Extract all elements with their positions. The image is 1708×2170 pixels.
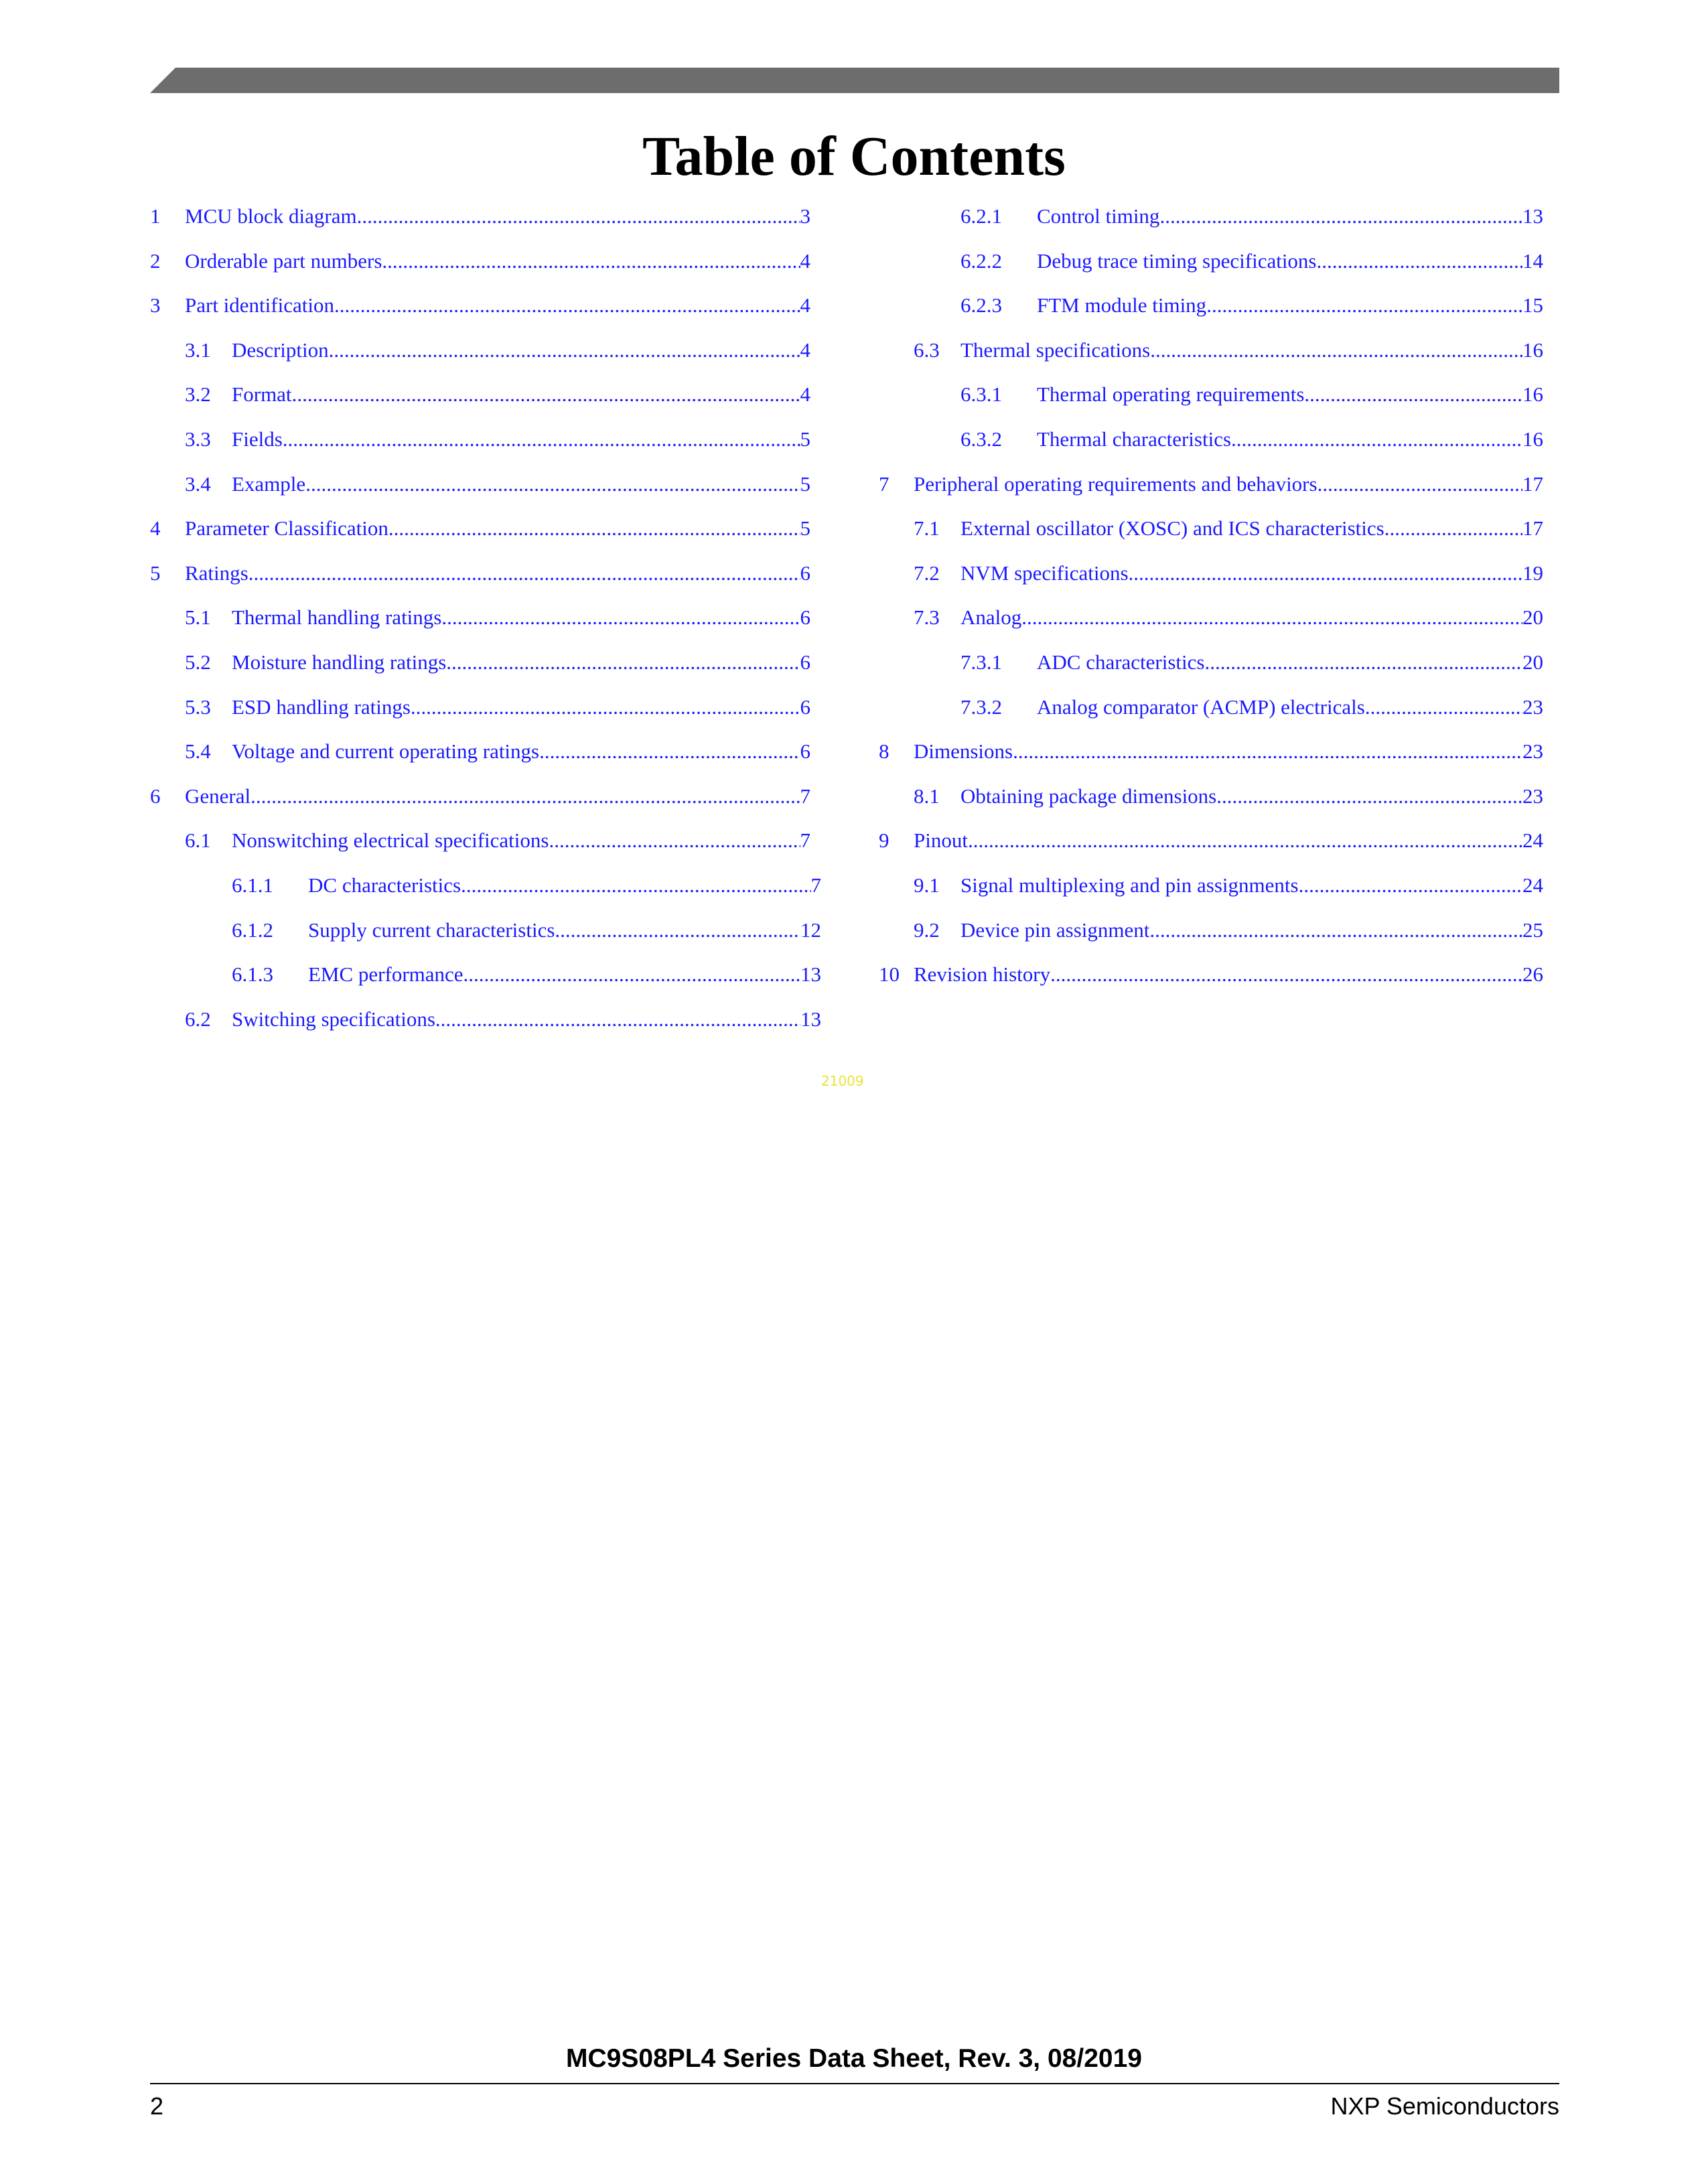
toc-entry-number: 9.2 [914,918,940,942]
toc-entry-number: 4 [150,516,161,540]
toc-entry-page: 19 [1522,561,1543,585]
toc-entry-label: ADC characteristics [1037,650,1205,674]
toc-entry-number: 3.1 [185,338,211,362]
toc-entry-label: Orderable part numbers [185,248,382,273]
toc-entry[interactable] [150,334,810,378]
toc-entry-page: 16 [1522,338,1543,362]
toc-entry-number: 6 [150,784,161,808]
toc-entry-page: 16 [1522,427,1543,451]
toc-entry-label: DC characteristics [308,873,461,897]
toc-entry-page: 20 [1522,605,1543,630]
toc-entry[interactable] [879,824,1543,869]
toc-entry-label: Switching specifications [232,1007,435,1031]
toc-entry-number: 6.1 [185,828,211,853]
toc-entry-number: 10 [879,962,900,987]
toc-entry-page: 23 [1522,784,1543,808]
toc-entry-number: 7.1 [914,516,940,540]
toc-entry[interactable] [150,869,821,914]
toc-entry-label: External oscillator (XOSC) and ICS characteristics [960,516,1384,540]
toc-entry[interactable] [879,646,1543,691]
toc-entry-number: 1 [150,204,161,228]
toc-entry-page: 23 [1522,739,1543,764]
toc-entry-label: Thermal operating requirements [1037,382,1305,407]
toc-entry-number: 6.3 [914,338,940,362]
toc-entry[interactable] [879,334,1543,378]
toc-entry[interactable] [150,557,810,601]
toc-entry-page: 15 [1522,293,1543,317]
toc-entry-page: 7 [810,873,821,897]
toc-entry-number: 7.3 [914,605,940,630]
toc-entry-page: 5 [800,472,810,496]
toc-entry-label: EMC performance [308,962,464,987]
toc-entry[interactable] [150,244,810,289]
toc-entry-label: Thermal handling ratings [232,605,442,630]
toc-entry[interactable] [150,512,810,557]
toc-entry-page: 6 [800,561,810,585]
footer-page-number: 2 [150,2092,164,2120]
toc-entry-page: 4 [800,338,810,362]
toc-entry-number: 8.1 [914,784,940,808]
toc-entry-label: Description [232,338,329,362]
toc-entry-label: Analog comparator (ACMP) electricals [1037,695,1365,719]
toc-entry-page: 7 [800,784,810,808]
toc-entry-page: 14 [1522,248,1543,273]
toc-entry[interactable] [150,1003,821,1047]
toc-right-column [879,200,1543,1003]
toc-entry-page: 24 [1522,873,1543,897]
toc-entry[interactable] [150,378,810,423]
toc-entry-page: 6 [800,605,810,630]
toc-entry-number: 7.2 [914,561,940,585]
toc-entry-label: Voltage and current operating ratings [232,739,540,764]
toc-entry[interactable] [150,914,821,958]
footer-company: NXP Semiconductors [1330,2092,1559,2120]
toc-entry-label: Supply current characteristics [308,918,555,942]
toc-entry-page: 23 [1522,695,1543,719]
toc-entry-page: 17 [1522,516,1543,540]
toc-entry-number: 6.1.3 [232,962,273,987]
toc-entry-label: ESD handling ratings [232,695,411,719]
toc-entry-label: Debug trace timing specifications [1037,248,1317,273]
toc-entry[interactable] [879,958,1543,1003]
toc-entry-number: 9 [879,828,889,853]
toc-entry-label: Revision history [914,962,1051,987]
toc-entry[interactable] [879,869,1543,914]
toc-entry-page: 7 [800,828,810,853]
toc-entry-label: Thermal specifications [960,338,1151,362]
toc-entry-page: 12 [800,918,821,942]
toc-entry-label: NVM specifications [960,561,1129,585]
toc-entry-label: Format [232,382,292,407]
toc-entry-number: 6.2.1 [960,204,1002,228]
toc-entry[interactable] [879,289,1543,334]
toc-entry[interactable] [150,735,810,780]
toc-entry[interactable] [150,691,810,735]
toc-entry-number: 6.2 [185,1007,211,1031]
toc-entry-number: 2 [150,248,161,273]
page-stamp: 21009 [821,1073,864,1089]
toc-entry-number: 6.3.1 [960,382,1002,407]
header-bar [150,68,1559,93]
toc-entry[interactable] [879,914,1543,958]
toc-entry-number: 6.2.2 [960,248,1002,273]
toc-entry-number: 7 [879,472,889,496]
toc-entry-page: 4 [800,248,810,273]
toc-entry-label: Part identification [185,293,334,317]
toc-entry[interactable] [150,646,810,691]
toc-entry-number: 5 [150,561,161,585]
toc-entry[interactable] [150,958,821,1003]
toc-entry[interactable] [150,780,810,824]
toc-entry-number: 5.4 [185,739,211,764]
toc-entry-page: 3 [800,204,810,228]
toc-entry-label: Obtaining package dimensions [960,784,1217,808]
toc-entry-label: Ratings [185,561,248,585]
toc-entry-label: FTM module timing [1037,293,1207,317]
toc-entry-number: 3.4 [185,472,211,496]
toc-entry[interactable] [879,601,1543,646]
toc-entry-page: 25 [1522,918,1543,942]
toc-entry[interactable] [150,289,810,334]
toc-entry[interactable] [879,467,1543,512]
toc-entry-page: 17 [1522,472,1543,496]
toc-entry-number: 6.1.2 [232,918,273,942]
toc-entry-label: Pinout [914,828,968,853]
toc-entry-page: 6 [800,650,810,674]
toc-entry-label: Thermal characteristics [1037,427,1232,451]
toc-left-column [150,200,821,1047]
toc-entry-label: Analog [960,605,1022,630]
toc-entry-number: 6.3.2 [960,427,1002,451]
toc-entry-number: 3 [150,293,161,317]
toc-entry-number: 7.3.1 [960,650,1002,674]
toc-entry[interactable] [150,601,810,646]
toc-entry-label: Parameter Classification [185,516,388,540]
toc-entry-number: 5.3 [185,695,211,719]
toc-entry-number: 6.1.1 [232,873,273,897]
toc-entry-label: Signal multiplexing and pin assignments [960,873,1299,897]
toc-entry-page: 20 [1522,650,1543,674]
toc-entry[interactable] [879,244,1543,289]
toc-entry-page: 4 [800,293,810,317]
toc-entry-page: 13 [1522,204,1543,228]
toc-entry[interactable] [150,423,810,467]
toc-entry-label: Dimensions [914,739,1013,764]
toc-entry-number: 5.1 [185,605,211,630]
toc-entry[interactable] [150,200,810,244]
toc-entry-label: Control timing [1037,204,1160,228]
toc-entry[interactable] [879,780,1543,824]
toc-entry-label: Fields [232,427,283,451]
toc-entry-number: 3.2 [185,382,211,407]
toc-entry[interactable] [879,691,1543,735]
toc-entry-number: 9.1 [914,873,940,897]
toc-entry-page: 26 [1522,962,1543,987]
toc-entry-label: Moisture handling ratings [232,650,447,674]
toc-entry-label: Device pin assignment [960,918,1150,942]
toc-entry-page: 4 [800,382,810,407]
toc-entry-label: General [185,784,251,808]
toc-entry[interactable] [879,557,1543,601]
toc-entry-label: Peripheral operating requirements and behaviors [914,472,1318,496]
page-title: Table of Contents [642,125,1066,188]
toc-entry-page: 13 [800,1007,821,1031]
toc-entry-number: 8 [879,739,889,764]
toc-entry-label: Nonswitching electrical specifications [232,828,549,853]
toc-entry-page: 6 [800,695,810,719]
toc-entry-number: 6.2.3 [960,293,1002,317]
toc-entry-page: 5 [800,516,810,540]
footer-divider [150,2083,1559,2084]
toc-entry[interactable] [879,512,1543,557]
toc-entry[interactable] [879,423,1543,467]
toc-entry-page: 24 [1522,828,1543,853]
toc-entry-page: 5 [800,427,810,451]
toc-entry-label: Example [232,472,306,496]
toc-entry-page: 6 [800,739,810,764]
toc-entry[interactable] [150,824,810,869]
toc-entry[interactable] [879,735,1543,780]
toc-entry-number: 5.2 [185,650,211,674]
toc-entry[interactable] [150,467,810,512]
toc-entry-label: MCU block diagram [185,204,357,228]
toc-entry-number: 7.3.2 [960,695,1002,719]
toc-entry-page: 13 [800,962,821,987]
toc-entry-number: 3.3 [185,427,211,451]
toc-entry[interactable] [879,378,1543,423]
toc-entry[interactable] [879,200,1543,244]
toc-entry-page: 16 [1522,382,1543,407]
footer-doc-title: MC9S08PL4 Series Data Sheet, Rev. 3, 08/2019 [566,2044,1142,2073]
